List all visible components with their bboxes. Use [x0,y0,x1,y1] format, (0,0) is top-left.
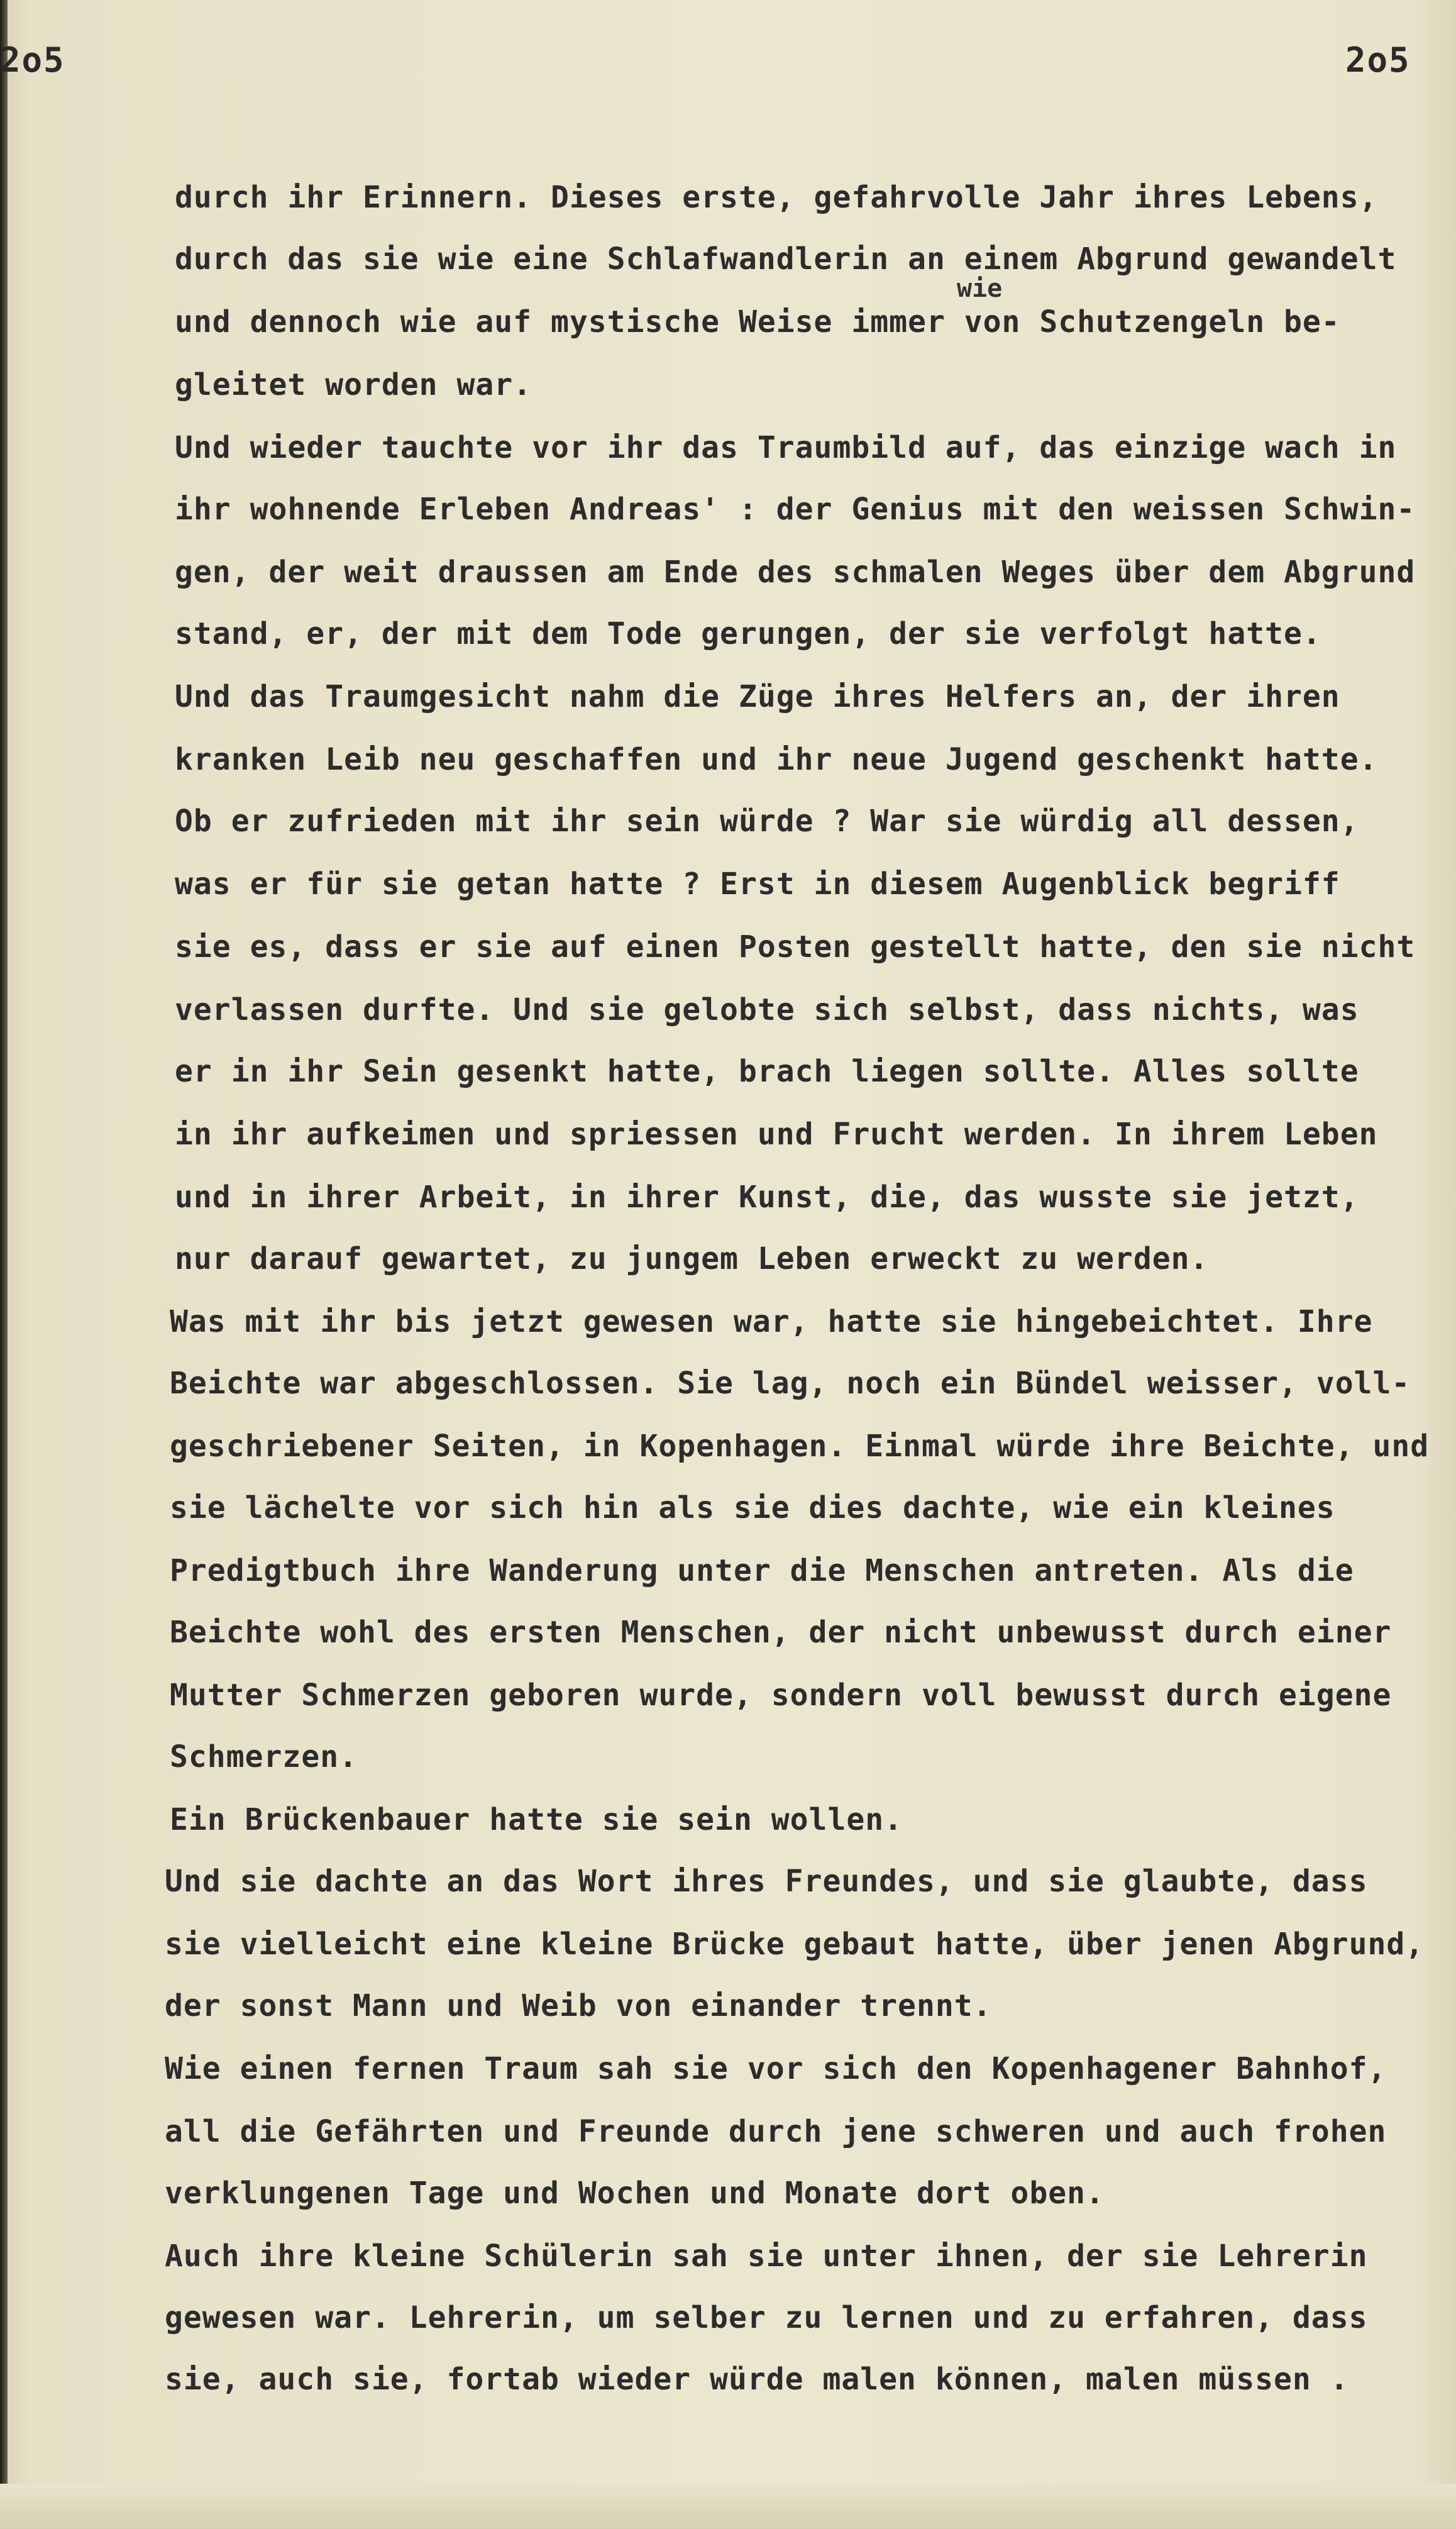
text-line: der sonst Mann und Weib von einander trennt. [165,1988,992,2023]
text-line: Beichte war abgeschlossen. Sie lag, noch ein Bündel weisser, voll- [170,1366,1411,1401]
text-line: verklungenen Tage und Wochen und Monate dort oben. [165,2176,1105,2211]
page-number-left: 2o5 [0,40,65,80]
text-line: sie lächelte vor sich hin als sie dies dachte, wie ein kleines [170,1490,1335,1525]
text-line: Beichte wohl des ersten Menschen, der nicht unbewusst durch einer [170,1615,1392,1650]
text-line: und dennoch wie auf mystische Weise immer von Schutzengeln be- [175,304,1340,340]
text-line: was er für sie getan hatte ? Erst in diesem Augenblick begriff [175,866,1340,902]
text-line: gewesen war. Lehrerin, um selber zu lernen und zu erfahren, dass [165,2300,1368,2335]
page-left-edge-shadow [0,0,8,2529]
text-line: er in ihr Sein gesenkt hatte, brach liegen sollte. Alles sollte [175,1054,1359,1089]
text-line: Was mit ihr bis jetzt gewesen war, hatte sie hingebeichtet. Ihre [170,1304,1373,1339]
text-line: Wie einen fernen Traum sah sie vor sich den Kopenhagener Bahnhof, [165,2051,1387,2086]
text-line: in ihr aufkeimen und spriessen und Frucht werden. In ihrem Leben [175,1117,1378,1152]
text-line: durch ihr Erinnern. Dieses erste, gefahrvolle Jahr ihres Lebens, [175,180,1378,215]
text-line: durch das sie wie eine Schlafwandlerin an einem Abgrund gewandelt [175,241,1397,277]
text-line: sie es, dass er sie auf einen Posten gestellt hatte, den sie nicht [175,929,1416,965]
text-line: gen, der weit draussen am Ende des schmalen Weges über dem Abgrund [175,555,1416,590]
text-line: stand, er, der mit dem Tode gerungen, der sie verfolgt hatte. [175,616,1321,651]
handwritten-insertion: wie [957,274,1003,303]
text-line: Mutter Schmerzen geboren wurde, sondern voll bewusst durch eigene [170,1678,1392,1713]
page-number-right: 2o5 [1345,40,1411,80]
text-line: Und sie dachte an das Wort ihres Freundes, und sie glaubte, dass [165,1864,1368,1899]
page-bottom-margin [0,2484,1456,2529]
text-line: Und wieder tauchte vor ihr das Traumbild auf, das einzige wach in [175,430,1397,465]
text-line: verlassen durfte. Und sie gelobte sich selbst, dass nichts, was [175,992,1359,1027]
text-line: Predigtbuch ihre Wanderung unter die Menschen antreten. Als die [170,1553,1354,1588]
text-line: Schmerzen. [170,1739,358,1774]
text-line: kranken Leib neu geschaffen und ihr neue Jugend geschenkt hatte. [175,742,1378,777]
text-line: sie, auch sie, fortab wieder würde malen können, malen müssen . [165,2362,1349,2397]
text-line: all die Gefährten und Freunde durch jene schweren und auch frohen [165,2114,1387,2149]
text-line: sie vielleicht eine kleine Brücke gebaut hatte, über jenen Abgrund, [165,1927,1425,1962]
text-line: Ob er zufrieden mit ihr sein würde ? War sie würdig all dessen, [175,804,1359,839]
text-line: und in ihrer Arbeit, in ihrer Kunst, die, das wusste sie jetzt, [175,1180,1359,1215]
text-line: Ein Brückenbauer hatte sie sein wollen. [170,1802,903,1837]
text-line: ihr wohnende Erleben Andreas' : der Genius mit den weissen Schwin- [175,492,1416,527]
text-line: geschriebener Seiten, in Kopenhagen. Einmal würde ihre Beichte, und [170,1429,1430,1464]
text-line: Auch ihre kleine Schülerin sah sie unter ihnen, der sie Lehrerin [165,2238,1368,2274]
text-line: nur darauf gewartet, zu jungem Leben erweckt zu werden. [175,1241,1209,1276]
text-line: gleitet worden war. [175,367,532,402]
text-line: Und das Traumgesicht nahm die Züge ihres Helfers an, der ihren [175,679,1340,714]
